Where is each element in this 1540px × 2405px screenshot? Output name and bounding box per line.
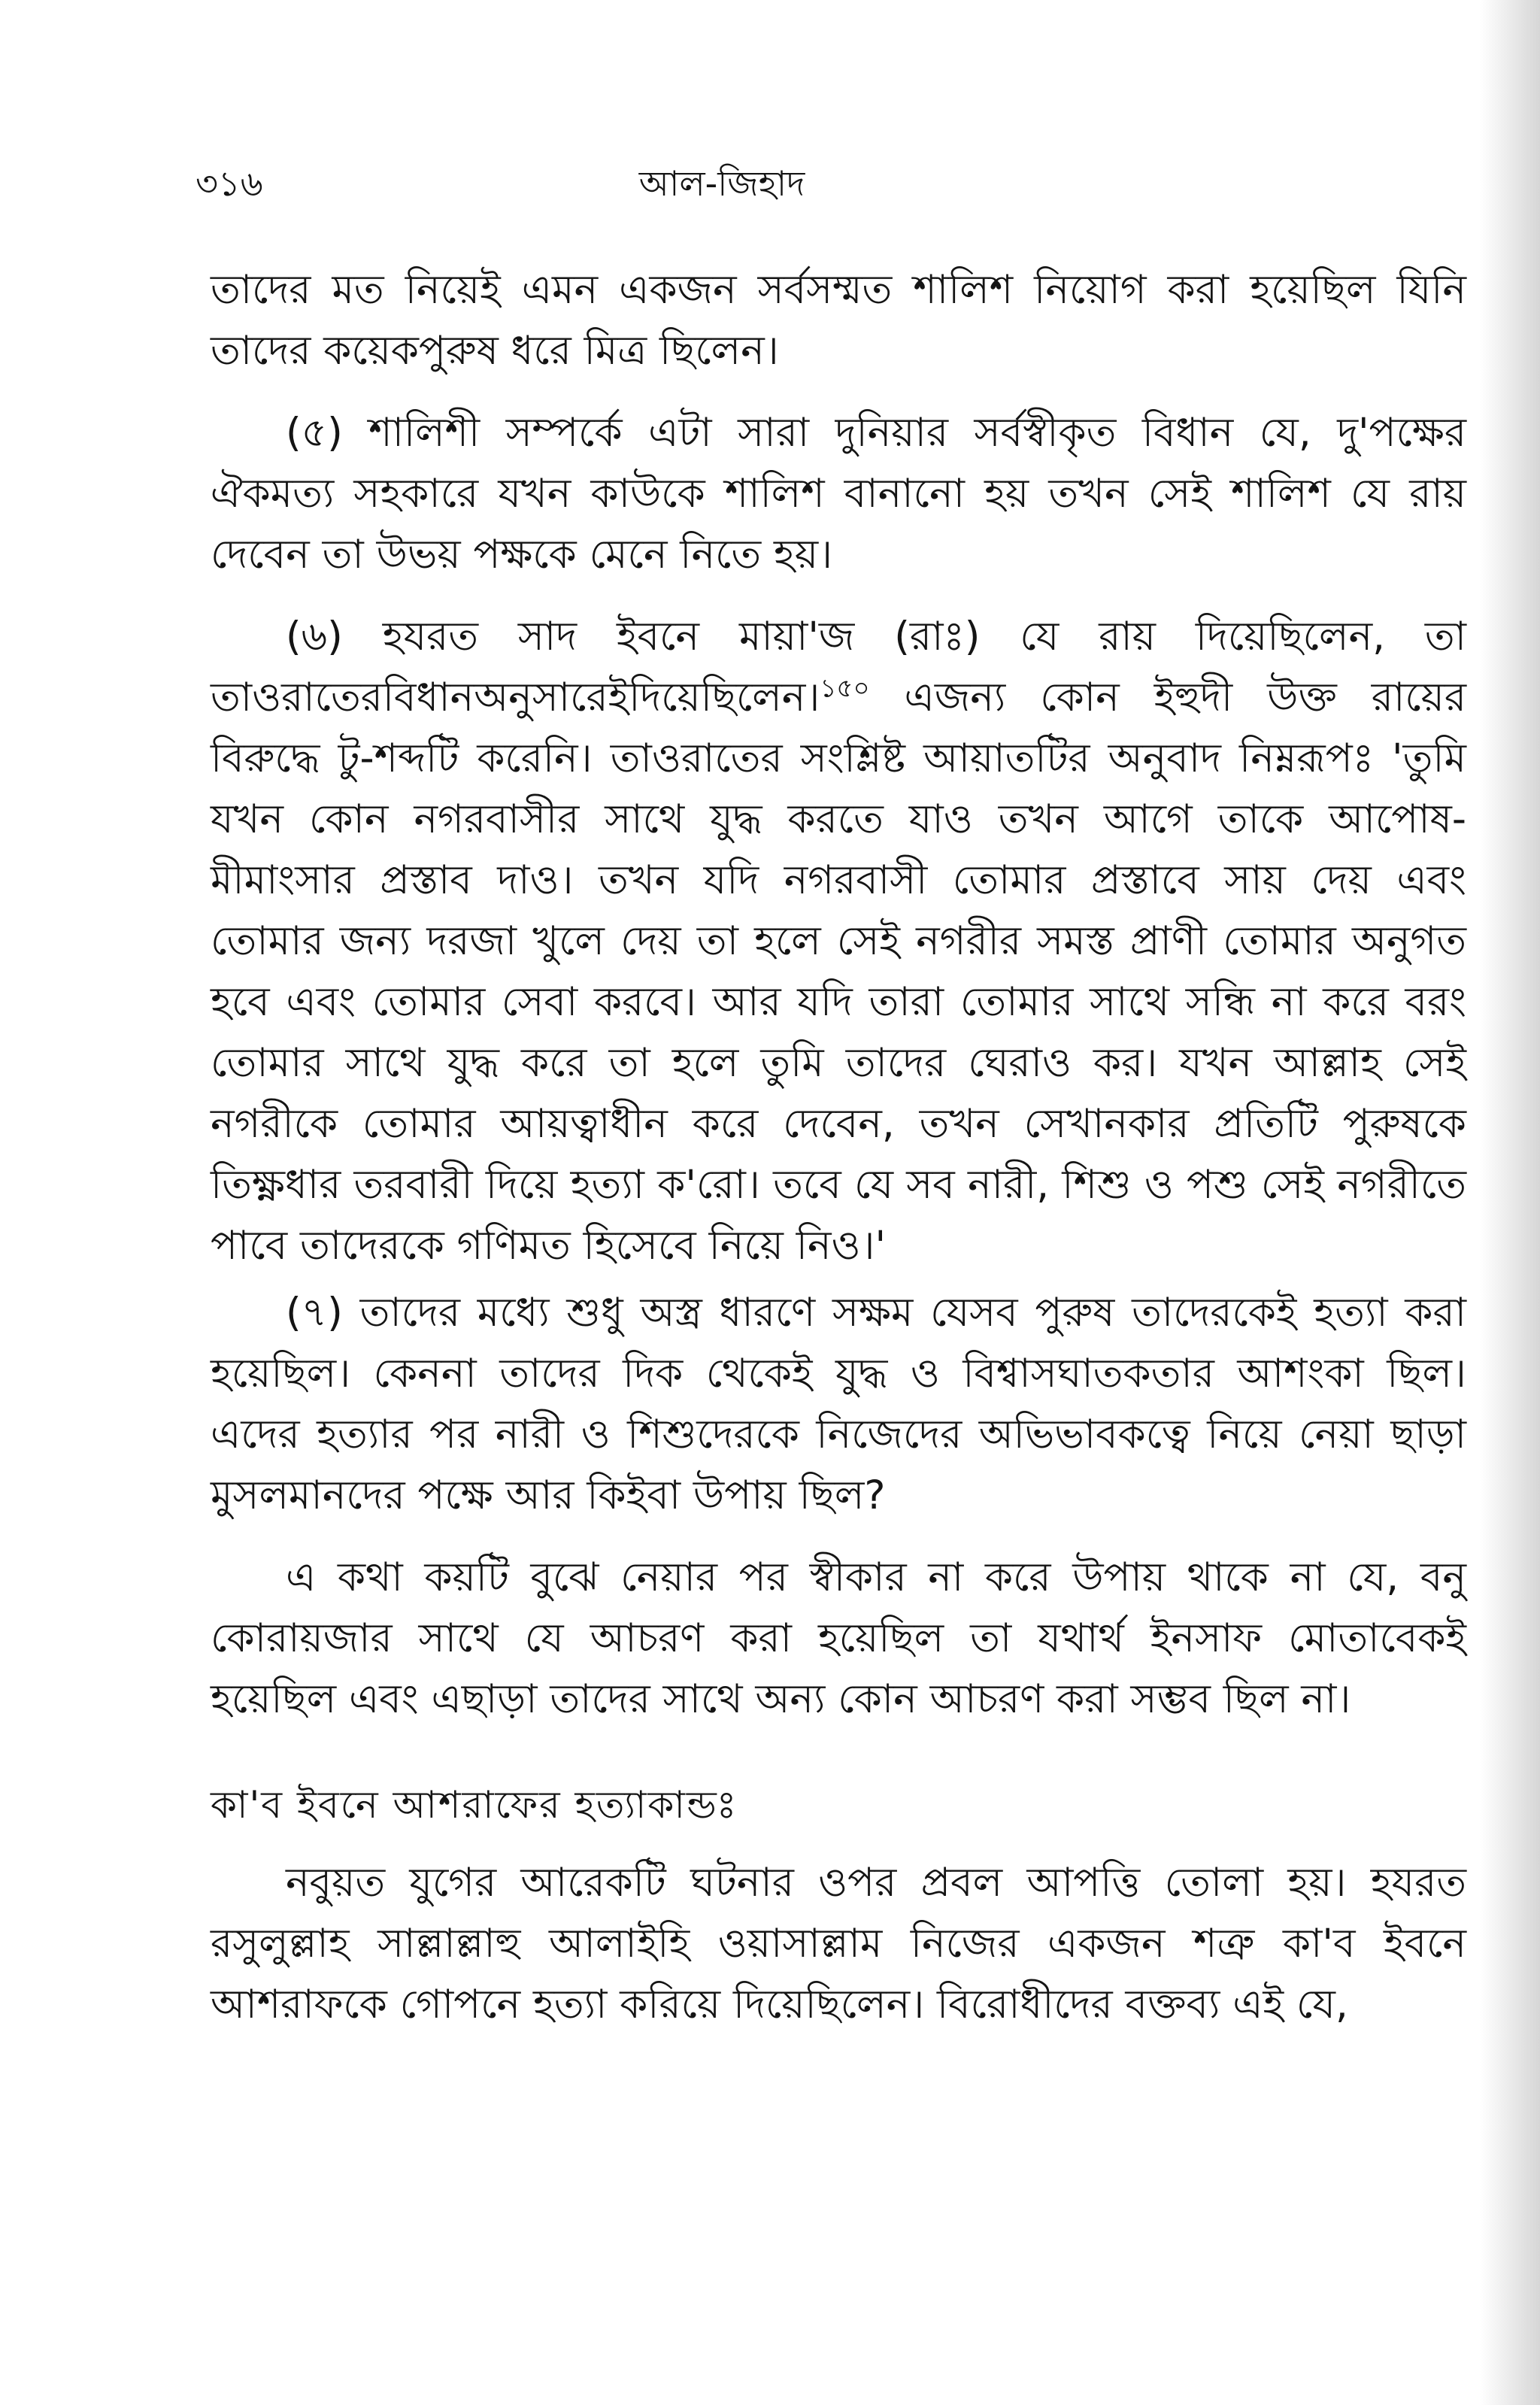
book-page [196, 0, 1474, 2405]
page-header [196, 143, 1474, 204]
body-text [211, 259, 1466, 2056]
paragraph-point-5: (৫) শালিশী সম্পর্কে এটা সারা দুনিয়ার সর্বস্বীকৃত বিধান যে, দু'পক্ষের ঐকমত্য সহকারে যখন কাউকে শালিশ বানানো হয় তখন সেই শালিশ যে রায় দেবেন তা উভয় পক্ষকে মেনে নিতে হয়। [211, 410, 1466, 578]
paragraph-point-6 [211, 606, 1466, 1276]
paragraph-point-6-text-b: এজন্য কোন ইহুদী উক্ত রায়ের বিরুদ্ধে টু-শব্দটি করেনি। তাওরাতের সংশ্লিষ্ট আয়াতটির অনুবাদ নিম্নরূপঃ 'তুমি যখন কোন নগরবাসীর সাথে যুদ্ধ করতে যাও তখন আগে তাকে আপোষ-মীমাংসার প্রস্তাব দাও। তখন যদি নগরবাসী তোমার প্রস্তাবে সায় দেয় এবং তোমার জন্য দরজা খুলে দেয় তা হলে সেই নগরীর সমস্ত প্রাণী তোমার অনুগত হবে এবং তোমার সেবা করবে। আর যদি তারা তোমার সাথে সন্ধি না করে বরং তোমার সাথে যুদ্ধ করে তা হলে তুমি তাদের ঘেরাও কর। যখন আল্লাহ সেই নগরীকে তোমার আয়ত্বাধীন করে দেবেন, তখন সেখানকার প্রতিটি পুরুষকে তিক্ষ্ণধার তরবারী দিয়ে হত্যা ক'রো। তবে যে সব নারী, শিশু ও পশু সেই নগরীতে পাবে তাদেরকে গণিমত হিসেবে নিয়ে নিও।' [211, 675, 1467, 1269]
page-number: ৩১৬ [196, 163, 263, 204]
paragraph-conclusion: এ কথা কয়টি বুঝে নেয়ার পর স্বীকার না করে উপায় থাকে না যে, বনু কোরায়জার সাথে যে আচরণ করা হয়েছিল তা যথার্থ ইনসাফ মোতাবেকই হয়েছিল এবং এছাড়া তাদের সাথে অন্য কোন আচরণ করা সম্ভব ছিল না। [211, 1554, 1466, 1722]
page-edge-shadow [1480, 0, 1540, 2405]
paragraph-point-6-text-a: (৬) হযরত সাদ ইবনে মায়া'জ (রাঃ) যে রায় দিয়েছিলেন, তা তাওরাতেরবিধানঅনুসারেইদিয়েছিলেন। [211, 614, 1466, 720]
section-paragraph: নবুয়ত যুগের আরেকটি ঘটনার ওপর প্রবল আপত্তি তোলা হয়। হযরত রসুলুল্লাহ সাল্লাল্লাহু আলাইহি ওয়াসাল্লাম নিজের একজন শত্রু কা'ব ইবনে আশরাফকে গোপনে হত্যা করিয়ে দিয়েছিলেন। বিরোধীদের বক্তব্য এই যে, [211, 1860, 1466, 2027]
paragraph-point-7: (৭) তাদের মধ্যে শুধু অস্ত্র ধারণে সক্ষম যেসব পুরুষ তাদেরকেই হত্যা করা হয়েছিল। কেননা তাদের দিক থেকেই যুদ্ধ ও বিশ্বাসঘাতকতার আশংকা ছিল। এদের হত্যার পর নারী ও শিশুদেরকে নিজেদের অভিভাবকত্বে নিয়ে নেয়া ছাড়া মুসলমানদের পক্ষে আর কিইবা উপায় ছিল? [211, 1290, 1466, 1518]
paragraph-continuation: তাদের মত নিয়েই এমন একজন সর্বসম্মত শালিশ নিয়োগ করা হয়েছিল যিনি তাদের কয়েকপুরুষ ধরে মিত্র ছিলেন। [211, 267, 1466, 374]
section-heading: কা'ব ইবনে আশরাফের হত্যাকান্ডঃ [211, 1783, 738, 1827]
running-title: আল-জিহাদ [638, 163, 805, 204]
footnote-reference: ১৫০ [820, 673, 870, 704]
